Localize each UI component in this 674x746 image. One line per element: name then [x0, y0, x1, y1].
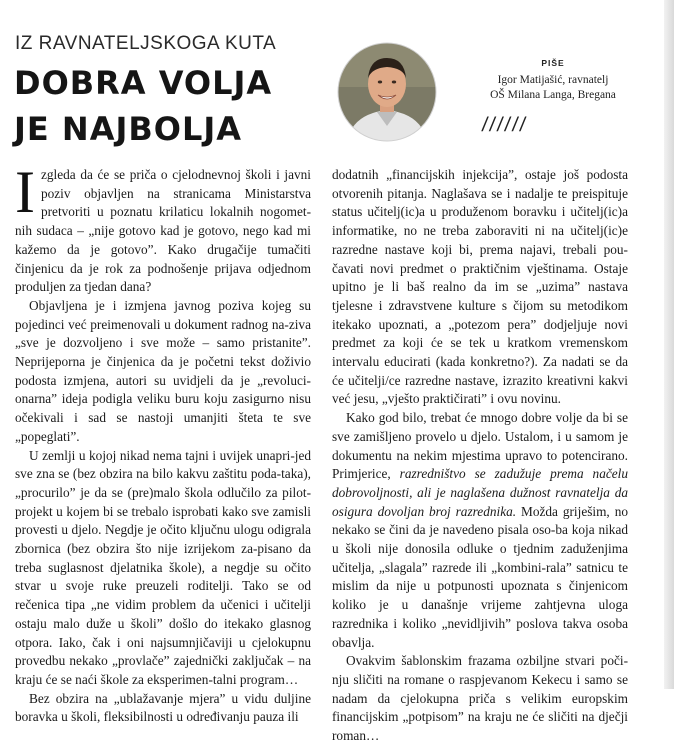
paragraph-6-after: Možda griješim, no nekako se čini da je navedeno pisala oso-ba koja nikad u školi nije donosila odluke o tjednim zaduženjima učitelja, „slagala” razrede ili „kombini-rala” satnicu te mislim da nije u potpunosti upoznata s činjenicom koliko je u današnje vrijeme zahtjevna uloga razrednika i koliko „nevidljivih” poslova takva osoba obavlja.: [332, 503, 628, 650]
paragraph-6-before: Kako god bilo, trebat će mnogo dobre volje da bi se sve zamišljeno provelo u djelo. Ustalom, i u samom je dokumentu na nekim mjestima upravo to potencirano. Primjerice,: [332, 410, 628, 482]
article-column-right: [332, 166, 628, 746]
paragraph-5: dodatnih „financijskih injekcija”, ostaje još podosta otvorenih pitanja. Naglašava se i nadalje te preispituje status učitelj(ic)a u produženom boravku i učitelj(ic)a informatike, no ne treba zaboraviti ni na učitelj(ic)e razredne nastave koji bi, prema najavi, trebali pou-čavati novi predmet o praktičnim vještinama. Ostaje upitno je li baš realno da im se „uzima” nastava tjelesne i zdravstvene kulture s čijom su metodikom itekako upoznati, a „potezom pera” dodjeljuje novi predmet za koji će se tek u kratkom vremenskom intervalu educirati (kada konkretno?). Za nadati se da će učitelji/ce razredne nastave, izrazito kreativni kakvi već jesu, „vješto praktičirati” i ovu novinu.: [332, 167, 628, 407]
paragraph-4: Bez obzira na „ublažavanje mjera” u vidu duljine boravka u školi, fleksibilnosti u određivanju pauza ili: [15, 690, 311, 725]
author-byline: [453, 56, 653, 103]
author-portrait: [337, 42, 437, 142]
author-label: PIŠE: [541, 58, 565, 68]
page-edge-bar: [664, 0, 674, 689]
decorative-slashes: //////: [480, 114, 529, 136]
paragraph-2: Objavljena je i izmjena javnog poziva kojeg su pojedinci već preimenovali u dokument radnog na-ziva „sve je dozvoljeno i sve može – samo pristanite”. Neprijeporna je činjenica da je početni tekst doživio podosta izmjena, autori su uvidjeli da je „revoluci-onarna” ideja podigla veliku buru koju zasigurno nisu očekivali i sad se nastoji umanjiti šteta te sve „popeglati”.: [15, 297, 311, 444]
paragraph-6-emphasis: razredništvo se zadužuje prema načelu dobrovoljnosti, ali je naglašena dužnost ravnatelja da osigura dovoljan broj razrednika.: [332, 466, 628, 519]
headline-line-2: JE NAJBOLJA: [14, 110, 243, 148]
author-school: OŠ Milana Langa, Bregana: [490, 89, 616, 101]
paragraph-6: [332, 409, 628, 652]
dropcap: I: [15, 159, 35, 225]
section-kicker: IZ RAVNATELJSKOGA KUTA: [15, 33, 277, 54]
paragraph-1-text: zgleda da će se priča o cjelodnevnoj školi i javni poziv objavljen na stranicama Ministarstva pretvoriti u poznatu krilaticu lokalnih nogomet-nih sudaca – „nije gotovo kad je gotovo, nego kad mi kažemo da je gotovo”. Kako drugačije tumačiti činjenicu da je rok za podnošenje prijava odjednom produljen za tjedan dana?: [15, 167, 311, 295]
paragraph-7: Ovakvim šablonskim frazama ozbiljne stvari poči-nju sličiti na romane o raspjevanom Kekecu i samo se nadam da cjelokupna priča s velikim europskim financijskim „potpisom” na kraju ne će sličiti na dječji roman…: [332, 653, 628, 744]
author-name: Igor Matijašić, ravnatelj: [497, 74, 609, 86]
paragraph-3: U zemlji u kojoj nikad nema tajni i uvijek unapri-jed sve zna se (bez obzira na bilo kakvu zaštitu poda-taka), „procurilo” je da se (pre)malo škola odlučilo za pilot-projekt u kojem bi se trebalo isprobati kako sve zamisli provesti u djelo. Negdje je očito ključnu ulogu odigrala zbornica (bez obzira što nije izrijekom za-pisano da treba suglasnost djelatnika škole), a negdje su očito stvar u svoje ruke preuzeli roditelji. Tako se od rečenica tipa „ne vidim problem da učenici i učitelji ostaju malo duže u školi” došlo do itekako glasnog otpora. Iako, čak i oni najsumnjičaviji u cjelokupnu provedbu nekako „provlače” zajednički zaključak – na kraju će se naći škole za eksperimen-talni program…: [15, 447, 311, 687]
headline-line-1: DOBRA VOLJA: [14, 64, 273, 102]
article-column-left: [15, 159, 311, 727]
article-headline: [14, 60, 334, 152]
paragraph-1: [15, 159, 311, 297]
